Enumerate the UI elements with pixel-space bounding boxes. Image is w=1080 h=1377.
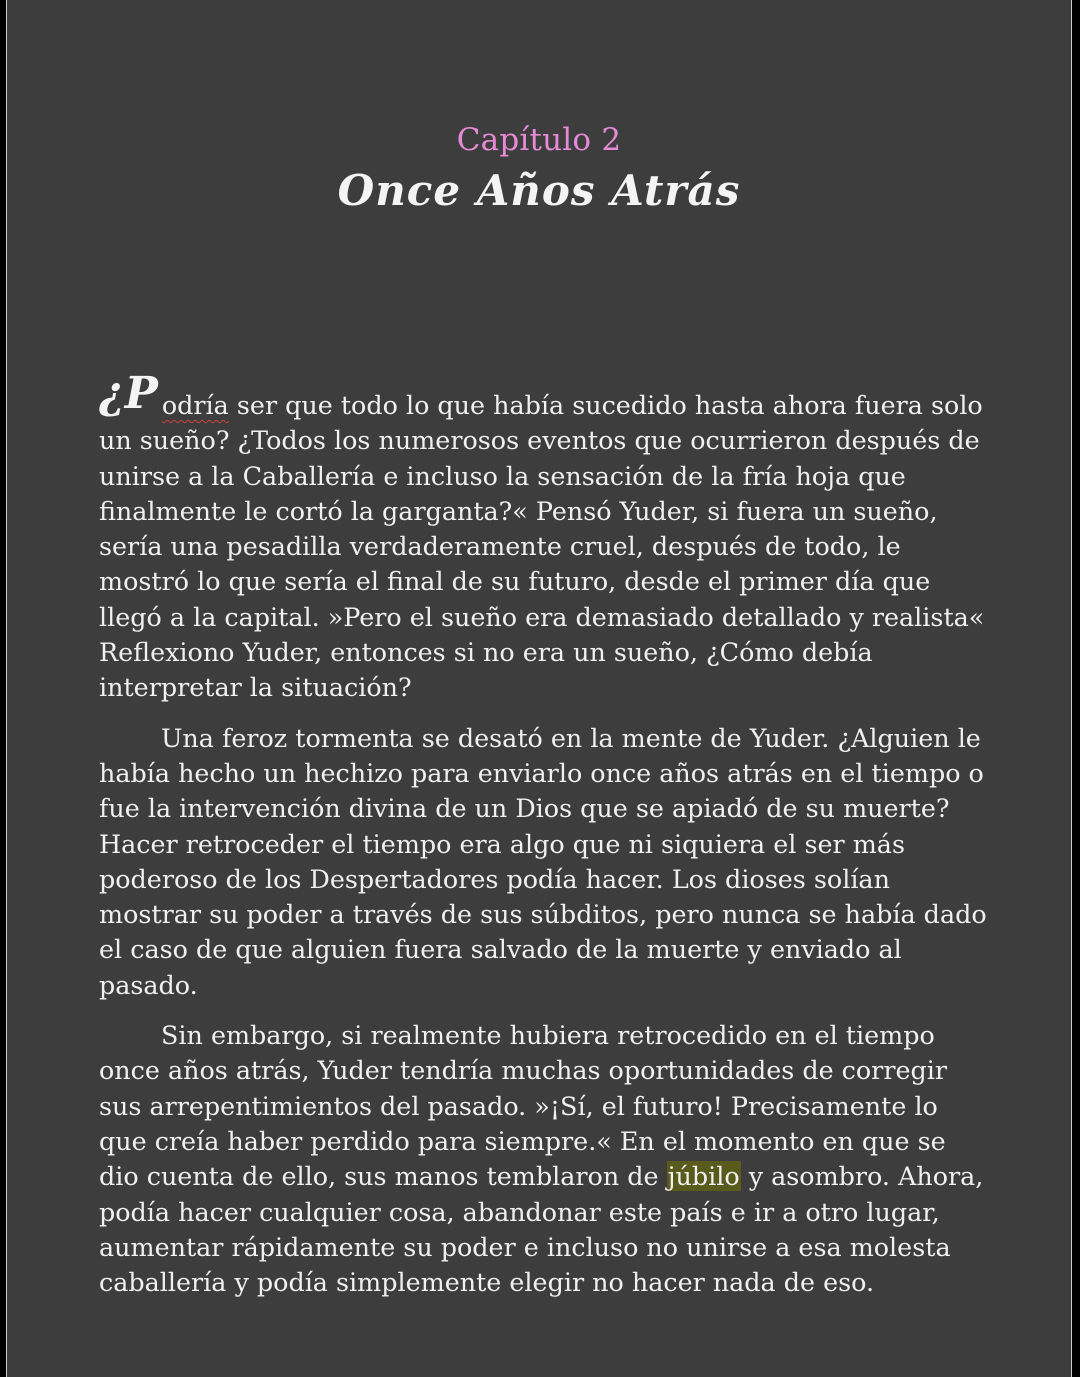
spellcheck-word[interactable]: odría — [161, 390, 229, 420]
chapter-body[interactable] — [99, 368, 989, 1315]
paragraph-text: Sin embargo, si realmente hubiera retrocedido en el tiempo once años atrás, Yuder tendría muchas oportunidades de corregir sus arrepentimientos del pasado. »¡Sí, el futuro! Precisamente lo que creía haber perdido para siempre.« En el momento en que se dio cuenta de ello, sus manos temblaron de — [99, 1020, 947, 1192]
paragraph-1 — [99, 368, 989, 706]
drop-cap: ¿P — [99, 368, 158, 419]
chapter-label: Capítulo 2 — [456, 122, 622, 158]
chapter-title: Once Años Atrás — [337, 166, 741, 215]
paragraph-3 — [99, 1018, 989, 1300]
paragraph-text: ser que todo lo que había sucedido hasta ahora fuera solo un sueño? ¿Todos los numerosos eventos que ocurrieron después de unirse a la Caballería e incluso la sensación de la fría hoja que finalmente le cortó la garganta?« Pensó Yuder, si fuera un sueño, sería una pesadilla verdaderamente cruel, después de todo, le mostró lo que sería el final de su futuro, desde el primer día que llegó a la capital. »Pero el sueño era demasiado detallado y realista« Reflexiono Yuder, entonces si no era un sueño, ¿Cómo debía interpretar la situación? — [99, 390, 985, 703]
reader-page — [6, 0, 1072, 1377]
paragraph-2: Una feroz tormenta se desató en la mente de Yuder. ¿Alguien le había hecho un hechizo para enviarlo once años atrás en el tiempo o fue la intervención divina de un Dios que se apiadó de su muerte? Hacer retroceder el tiempo era algo que ni siquiera el ser más poderoso de los Despertadores podía hacer. Los dioses solían mostrar su poder a través de sus súbditos, pero nunca se había dado el caso de que alguien fuera salvado de la muerte y enviado al pasado. — [99, 722, 987, 1000]
paragraph-text: y asombro. Ahora, podía hacer cualquier cosa, abandonar este país e ir a otro lugar, aumentar rápidamente su poder e incluso no unirse a esa molesta caballería y podía simplemente elegir no hacer nada de eso. — [99, 1161, 984, 1298]
highlighted-word[interactable]: júbilo — [667, 1161, 740, 1192]
